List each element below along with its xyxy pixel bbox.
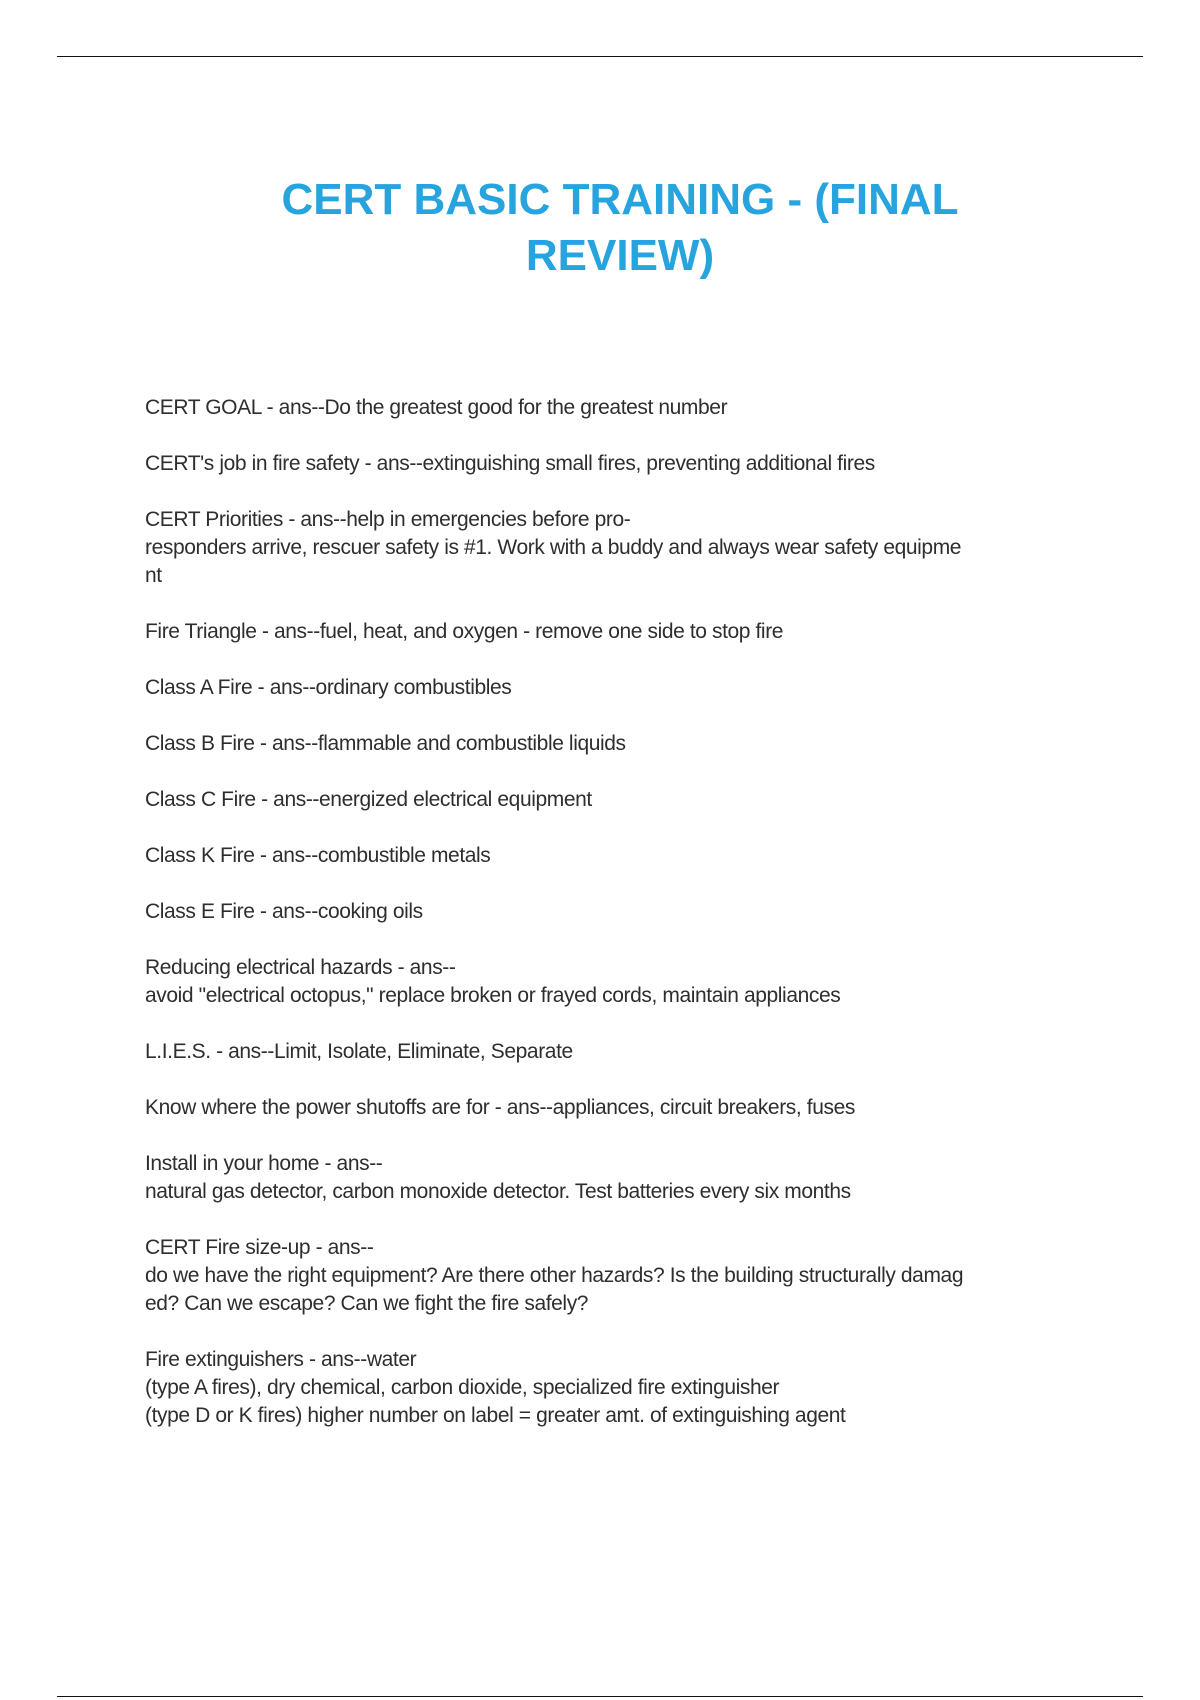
qa-entry <box>145 954 1085 1010</box>
qa-entry <box>145 730 1085 758</box>
qa-entry-line: nt <box>145 564 162 587</box>
qa-entry-line: Fire extinguishers - ans--water <box>145 1348 417 1371</box>
qa-entry <box>145 1234 1085 1318</box>
page-title: CERT BASIC TRAINING - (FINAL REVIEW) <box>281 175 959 280</box>
qa-entry-line: (type A fires), dry chemical, carbon dioxide, specialized fire extinguisher <box>145 1376 780 1399</box>
qa-entry-line: Know where the power shutoffs are for - ans--appliances, circuit breakers, fuses <box>145 1096 855 1119</box>
qa-entry <box>145 450 1085 478</box>
qa-entry-line: avoid "electrical octopus," replace broken or frayed cords, maintain appliances <box>145 984 841 1007</box>
qa-entry <box>145 898 1085 926</box>
qa-entry-line: CERT's job in fire safety - ans--extinguishing small fires, preventing additional fires <box>145 452 875 475</box>
qa-entry <box>145 1346 1085 1430</box>
qa-entry-line: do we have the right equipment? Are there other hazards? Is the building structurally damag <box>145 1264 964 1287</box>
qa-list <box>145 394 1085 1458</box>
qa-entry <box>145 674 1085 702</box>
qa-entry <box>145 394 1085 422</box>
qa-entry-line: responders arrive, rescuer safety is #1. Work with a buddy and always wear safety equipme <box>145 536 962 559</box>
qa-entry <box>145 842 1085 870</box>
qa-entry-line: CERT Priorities - ans--help in emergencies before pro- <box>145 508 631 531</box>
qa-entry-line: Reducing electrical hazards - ans-- <box>145 956 456 979</box>
qa-entry-line: Class C Fire - ans--energized electrical equipment <box>145 788 592 811</box>
qa-entry <box>145 506 1085 590</box>
qa-entry-line: L.I.E.S. - ans--Limit, Isolate, Eliminate, Separate <box>145 1040 573 1063</box>
qa-entry-line: Class K Fire - ans--combustible metals <box>145 844 491 867</box>
bottom-rule <box>57 1696 1143 1697</box>
qa-entry-line: CERT Fire size-up - ans-- <box>145 1236 374 1259</box>
qa-entry-line: Class B Fire - ans--flammable and combustible liquids <box>145 732 626 755</box>
top-rule <box>57 56 1143 57</box>
qa-entry-line: Install in your home - ans-- <box>145 1152 383 1175</box>
qa-entry-line: ed? Can we escape? Can we fight the fire safely? <box>145 1292 589 1315</box>
qa-entry <box>145 786 1085 814</box>
qa-entry-line: (type D or K fires) higher number on label = greater amt. of extinguishing agent <box>145 1404 846 1427</box>
qa-entry <box>145 1150 1085 1206</box>
qa-entry-line: CERT GOAL - ans--Do the greatest good for the greatest number <box>145 396 728 419</box>
qa-entry <box>145 1038 1085 1066</box>
qa-entry-line: Class A Fire - ans--ordinary combustibles <box>145 676 512 699</box>
qa-entry <box>145 618 1085 646</box>
qa-entry-line: Class E Fire - ans--cooking oils <box>145 900 423 923</box>
qa-entry-line: Fire Triangle - ans--fuel, heat, and oxygen - remove one side to stop fire <box>145 620 784 643</box>
qa-entry-line: natural gas detector, carbon monoxide detector. Test batteries every six months <box>145 1180 851 1203</box>
qa-entry <box>145 1094 1085 1122</box>
